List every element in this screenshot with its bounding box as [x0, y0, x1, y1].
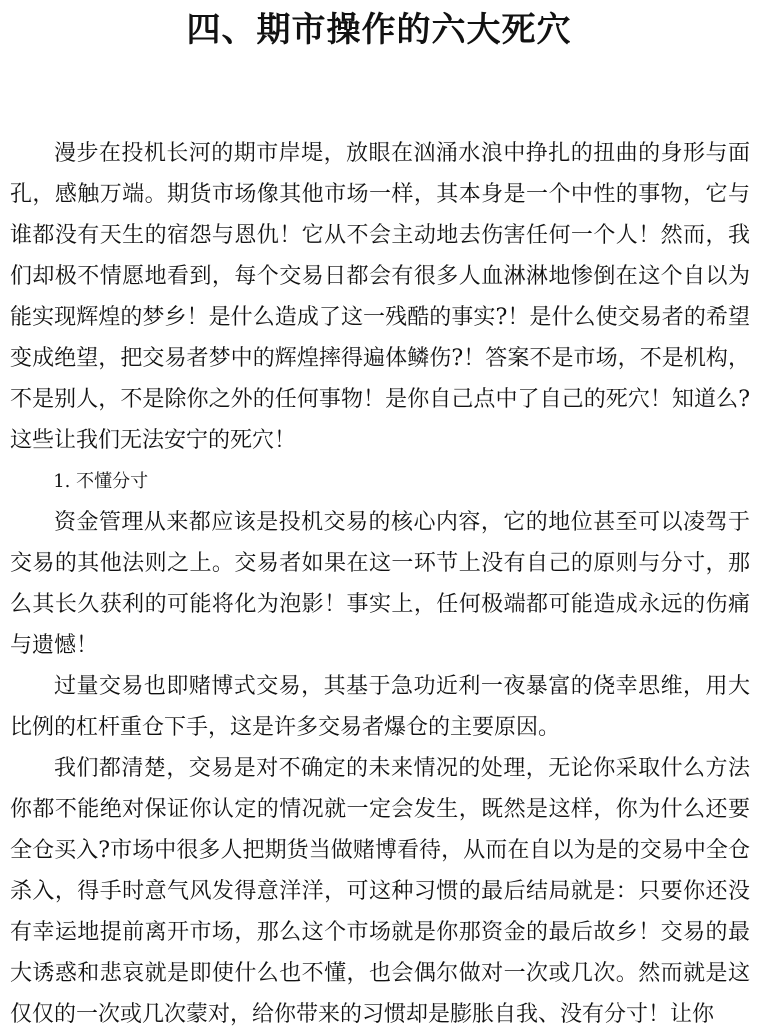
section-heading: 1. 不懂分寸: [53, 471, 149, 492]
page-title: 四、期市操作的六大死穴: [186, 10, 572, 50]
section-paragraph: 过量交易也即赌博式交易，其基于急功近利一夜暴富的侥幸思维，用大比例的杠杆重仓下手，这是许多交易者爆仓的主要原因。: [10, 674, 750, 740]
section-paragraph: 我们都清楚，交易是对不确定的未来情况的处理，无论你采取什么方法你都不能绝对保证你认定的情况就一定会发生，既然是这样，你为什么还要全仓买入?市场中很多人把期货当做赌博看待，从而在自以为是的交易中全仓杀入，得手时意气风发得意洋洋，可这种习惯的最后结局就是：只要你还没有幸运地提前离开市场，那么这个市场就是你那资金的最后故乡！交易的最大诱惑和悲哀就是即使什么也不懂，也会偶尔做对一次或几次。然而就是这仅仅的一次或几次蒙对，给你带来的习惯却是膨胀自我、没有分寸！让你: [10, 756, 750, 1027]
intro-paragraph: 漫步在投机长河的期市岸堤，放眼在汹涌水浪中挣扎的扭曲的身形与面孔，感触万端。期货市场像其他市场一样，其本身是一个中性的事物，它与谁都没有天生的宿怨与恩仇！它从不会主动地去伤害任何一个人！然而，我们却极不情愿地看到，每个交易日都会有很多人血淋淋地惨倒在这个自以为能实现辉煌的梦乡！是什么造成了这一残酷的事实?！是什么使交易者的希望变成绝望，把交易者梦中的辉煌摔得遍体鳞伤?！答案不是市场，不是机构，不是别人，不是除你之外的任何事物！是你自己点中了自己的死穴！知道么?这些让我们无法安宁的死穴！: [10, 141, 750, 453]
section-paragraph: 资金管理从来都应该是投机交易的核心内容，它的地位甚至可以凌驾于交易的其他法则之上。交易者如果在这一环节上没有自己的原则与分寸，那么其长久获利的可能将化为泡影！事实上，任何极端都可能造成永远的伤痛与遗憾！: [10, 510, 750, 658]
body-text: [10, 133, 750, 1035]
